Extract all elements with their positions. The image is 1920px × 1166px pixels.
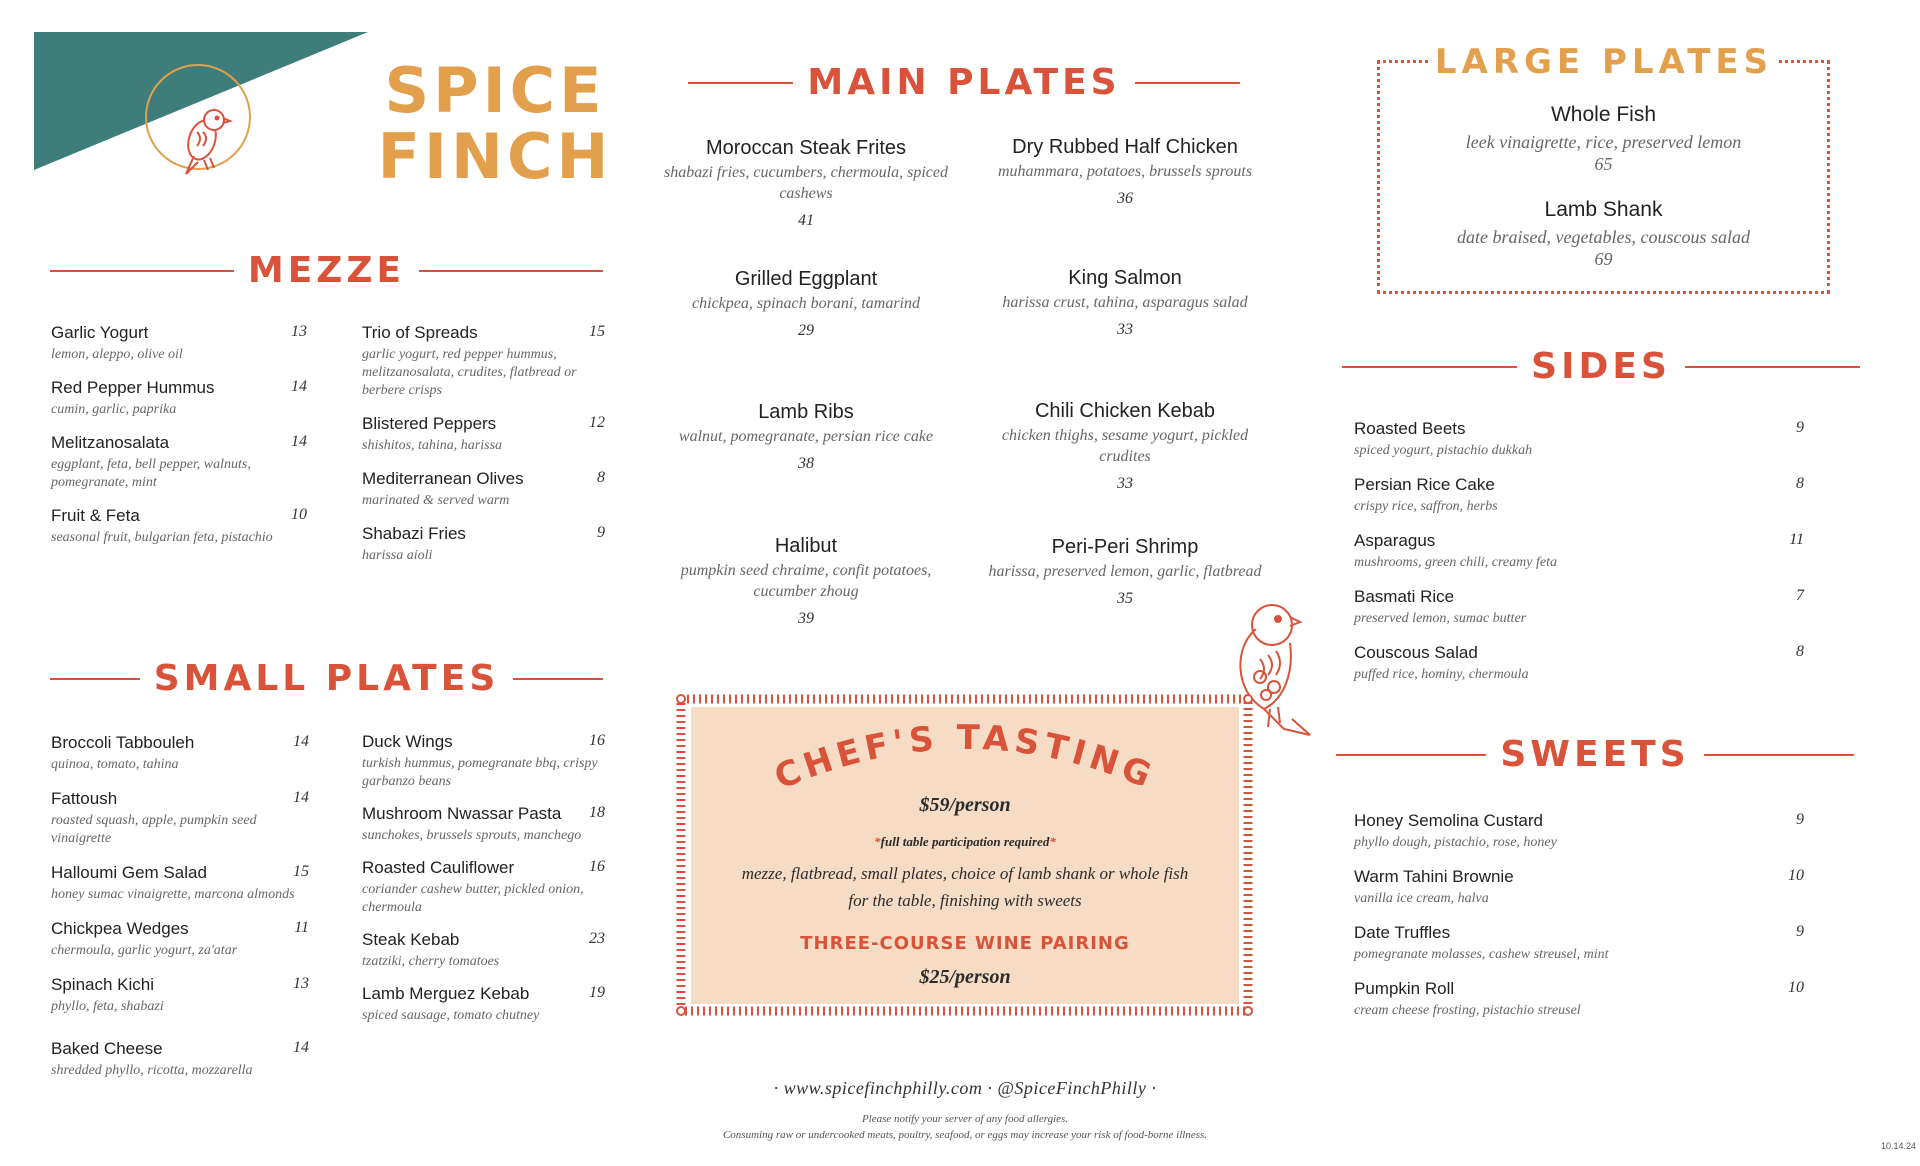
item-name: Broccoli Tabbouleh <box>51 733 195 752</box>
item-name: Halibut <box>774 535 838 557</box>
item-name: Roasted Beets <box>1354 419 1466 438</box>
menu-item <box>362 523 605 565</box>
menu-item <box>51 918 309 960</box>
item-name: Red Pepper Hummus <box>51 378 215 397</box>
tasting-description <box>691 860 1239 914</box>
food-safety-warning: Consuming raw or undercooked meats, poultry, seafood, or eggs may increase your risk of food-borne illness. <box>722 1129 1208 1141</box>
item-price: 33 <box>1117 321 1133 338</box>
item-name: Fruit & Feta <box>51 506 140 525</box>
item-description: marinated & served warm <box>362 493 510 508</box>
large-plate-item <box>1377 197 1830 270</box>
menu-item <box>1354 586 1804 628</box>
main-plate-item <box>975 399 1275 493</box>
menu-item <box>362 929 605 971</box>
item-description: phyllo dough, pistachio, rose, honey <box>1354 835 1557 850</box>
item-description: pomegranate molasses, cashew streusel, mint <box>1354 947 1609 962</box>
menu-item <box>51 505 307 547</box>
item-description: chickpea, spinach borani, tamarind <box>692 295 920 312</box>
item-price: 15 <box>589 323 605 340</box>
sides-title: SIDES <box>1531 346 1671 387</box>
heading-rule <box>1342 366 1517 368</box>
menu-item <box>362 857 605 917</box>
item-name: Chickpea Wedges <box>51 919 189 938</box>
item-price: 39 <box>798 610 814 627</box>
item-name: Fattoush <box>51 789 118 808</box>
main-plates-left-list <box>656 136 956 636</box>
menu-item <box>362 983 605 1025</box>
heading-rule <box>419 270 603 272</box>
item-price: 11 <box>1789 531 1804 548</box>
menu-item <box>1354 418 1804 460</box>
item-description: chermoula, garlic yogurt, za'atar <box>51 943 238 958</box>
item-description: turkish hummus, pomegranate bbq, crispy garbanzo beans <box>362 756 598 789</box>
item-name: Steak Kebab <box>362 930 460 949</box>
brand-line-2: FINCH <box>377 120 613 193</box>
item-price: 16 <box>589 858 605 875</box>
allergy-notice: Please notify your server of any food allergies. <box>861 1113 1069 1125</box>
item-price: 13 <box>291 323 307 340</box>
menu-item <box>1354 866 1804 908</box>
item-description: honey sumac vinaigrette, marcona almonds <box>51 887 295 902</box>
item-name: Halloumi Gem Salad <box>51 863 207 882</box>
main-plate-item <box>975 135 1275 208</box>
main-plates-title: MAIN PLATES <box>807 62 1121 103</box>
item-name: Warm Tahini Brownie <box>1354 867 1514 886</box>
menu-item <box>1354 530 1804 572</box>
item-price: 10 <box>1788 979 1804 996</box>
small-plates-left-list <box>51 732 309 1080</box>
item-description: date braised, vegetables, couscous salad <box>1457 227 1750 247</box>
item-price: 10 <box>1788 867 1804 884</box>
item-description: eggplant, feta, bell pepper, walnuts, pomegranate, mint <box>51 457 251 490</box>
menu-item <box>1354 642 1804 684</box>
item-price: 18 <box>589 804 605 821</box>
menu-item <box>51 862 309 904</box>
item-description: garlic yogurt, red pepper hummus, melitzanosalata, crudites, flatbread or berbere crisps <box>362 347 577 398</box>
item-price: 10 <box>291 506 307 523</box>
item-name: Duck Wings <box>362 732 453 751</box>
item-price: 29 <box>798 322 814 339</box>
item-name: Couscous Salad <box>1354 643 1478 662</box>
item-description: shabazi fries, cucumbers, chermoula, spiced cashews <box>664 164 948 202</box>
heading-rule <box>50 270 234 272</box>
item-description: coriander cashew butter, pickled onion, chermoula <box>362 882 584 915</box>
item-name: Whole Fish <box>1550 103 1657 126</box>
sweets-heading <box>1336 734 1854 775</box>
menu-item <box>1354 922 1804 964</box>
tasting-note-text: full table participation required <box>880 834 1050 849</box>
menu-item <box>362 803 605 845</box>
item-description: chicken thighs, sesame yogurt, pickled crudites <box>1001 427 1249 465</box>
tasting-title-arc <box>760 718 1170 798</box>
item-description: harissa crust, tahina, asparagus salad <box>1002 294 1248 311</box>
item-name: Baked Cheese <box>51 1039 163 1058</box>
item-description: quinoa, tomato, tahina <box>51 757 179 772</box>
main-plate-item <box>656 267 956 340</box>
item-name: Basmati Rice <box>1354 587 1455 606</box>
small-plates-title: SMALL PLATES <box>153 658 500 699</box>
heading-rule <box>513 678 603 680</box>
item-price: 7 <box>1796 587 1804 604</box>
sides-list <box>1354 418 1804 684</box>
main-plates-heading <box>688 62 1240 103</box>
item-price: 19 <box>589 984 605 1001</box>
item-price: 9 <box>1796 923 1804 940</box>
item-description: harissa aioli <box>362 548 433 563</box>
item-price: 11 <box>294 919 309 936</box>
item-name: Mushroom Nwassar Pasta <box>362 804 562 823</box>
main-plate-item <box>975 266 1275 339</box>
item-description: cumin, garlic, paprika <box>51 402 177 417</box>
menu-item <box>51 974 309 1016</box>
menu-item <box>51 732 309 774</box>
item-price: 13 <box>293 975 309 992</box>
item-price: 8 <box>1796 643 1804 660</box>
item-description: pumpkin seed chraime, confit potatoes, cucumber zhoug <box>680 562 932 600</box>
item-price: 33 <box>1117 475 1133 492</box>
sweets-list <box>1354 810 1804 1020</box>
item-price: 8 <box>597 469 605 486</box>
heading-rule <box>50 678 140 680</box>
item-price: 14 <box>291 378 307 395</box>
item-price: 35 <box>1117 590 1133 607</box>
main-plates-right-list <box>975 135 1275 635</box>
item-name: Grilled Eggplant <box>734 268 878 290</box>
item-price: 36 <box>1117 190 1133 207</box>
item-description: seasonal fruit, bulgarian feta, pistachio <box>51 530 273 545</box>
menu-item <box>362 468 605 510</box>
item-price: 38 <box>798 455 814 472</box>
item-description: tzatziki, cherry tomatoes <box>362 954 500 969</box>
item-description: phyllo, feta, shabazi <box>51 999 164 1014</box>
menu-item <box>362 731 605 791</box>
item-description: mushrooms, green chili, creamy feta <box>1354 555 1557 570</box>
item-description: cream cheese frosting, pistachio streusel <box>1354 1003 1581 1018</box>
tasting-desc-line-1: mezze, flatbread, small plates, choice of lamb shank or whole fish <box>741 864 1189 883</box>
item-price: 69 <box>1594 249 1613 269</box>
item-price: 9 <box>1796 811 1804 828</box>
small-plates-heading <box>50 658 603 699</box>
item-description: muhammara, potatoes, brussels sprouts <box>997 163 1253 180</box>
item-description: sunchokes, brussels sprouts, manchego <box>362 828 582 843</box>
menu-item <box>1354 474 1804 516</box>
large-plates-title: LARGE PLATES <box>1430 42 1778 82</box>
item-description: roasted squash, apple, pumpkin seed vinaigrette <box>51 813 257 846</box>
item-name: Asparagus <box>1354 531 1436 550</box>
item-price: 8 <box>1796 475 1804 492</box>
item-price: 41 <box>798 212 814 229</box>
menu-item <box>51 322 307 364</box>
item-description: vanilla ice cream, halva <box>1354 891 1489 906</box>
menu-item <box>51 788 309 848</box>
menu-item <box>51 1038 309 1080</box>
mezze-heading <box>50 250 603 291</box>
wine-pairing-price <box>691 966 1239 989</box>
mezze-right-list <box>362 322 605 565</box>
item-description: leek vinaigrette, rice, preserved lemon <box>1465 132 1742 152</box>
item-description: spiced sausage, tomato chutney <box>362 1008 540 1023</box>
svg-text:CHEF'S TASTING <box>769 718 1161 798</box>
main-plate-item <box>656 136 956 230</box>
item-name: King Salmon <box>1068 267 1182 289</box>
item-description: crispy rice, saffron, herbs <box>1354 499 1498 514</box>
item-description: preserved lemon, sumac butter <box>1354 611 1527 626</box>
date-code: 10.14.24 <box>1880 1141 1916 1151</box>
item-name: Date Truffles <box>1354 923 1451 942</box>
menu-item <box>1354 810 1804 852</box>
tasting-note: *full table participation required* <box>874 834 1056 849</box>
heading-rule <box>688 82 793 84</box>
tasting-price-text: $59/person <box>919 794 1011 816</box>
item-description: lemon, aleppo, olive oil <box>51 347 183 362</box>
item-name: Persian Rice Cake <box>1354 475 1495 494</box>
item-name: Lamb Merguez Kebab <box>362 984 530 1003</box>
brand-name <box>370 54 620 193</box>
item-description: shishitos, tahina, harissa <box>362 438 503 453</box>
item-price: 15 <box>293 863 309 880</box>
item-price: 14 <box>291 433 307 450</box>
wine-pairing-title-text: THREE-COURSE WINE PAIRING <box>800 933 1130 954</box>
item-name: Mediterranean Olives <box>362 469 524 488</box>
item-price: 14 <box>293 1039 309 1056</box>
item-name: Garlic Yogurt <box>51 323 149 342</box>
menu-item <box>362 413 605 455</box>
tasting-desc-line-2: for the table, finishing with sweets <box>848 891 1082 910</box>
heading-rule <box>1704 754 1854 756</box>
item-name: Roasted Cauliflower <box>362 858 515 877</box>
item-price: 12 <box>589 414 605 431</box>
small-plates-right-list <box>362 731 605 1025</box>
logo <box>34 32 374 192</box>
website-and-social: · www.spicefinchphilly.com · @SpiceFinchPhilly · <box>773 1078 1157 1098</box>
menu-item <box>1354 978 1804 1020</box>
item-name: Melitzanosalata <box>51 433 170 452</box>
item-price: 16 <box>589 732 605 749</box>
main-plate-item <box>656 534 956 628</box>
item-name: Chili Chicken Kebab <box>1034 400 1216 422</box>
mezze-title: MEZZE <box>247 250 406 291</box>
item-description: spiced yogurt, pistachio dukkah <box>1354 443 1533 458</box>
sides-heading <box>1342 346 1860 387</box>
heading-rule <box>1685 366 1860 368</box>
item-name: Peri-Peri Shrimp <box>1051 536 1199 558</box>
mezze-left-list <box>51 322 307 547</box>
item-name: Moroccan Steak Frites <box>705 137 907 159</box>
wine-pairing-title <box>691 933 1239 954</box>
item-name: Spinach Kichi <box>51 975 155 994</box>
tasting-price <box>691 794 1239 817</box>
item-name: Pumpkin Roll <box>1354 979 1455 998</box>
main-plate-item <box>656 400 956 473</box>
menu-item <box>51 377 307 419</box>
item-name: Trio of Spreads <box>362 323 478 342</box>
brand-line-1: SPICE <box>384 54 606 127</box>
item-description: walnut, pomegranate, persian rice cake <box>678 428 934 445</box>
item-description: shredded phyllo, ricotta, mozzarella <box>51 1063 253 1078</box>
finch-logo-icon <box>183 110 230 174</box>
item-price: 14 <box>293 733 309 750</box>
sweets-title: SWEETS <box>1500 734 1690 775</box>
item-description: harissa, preserved lemon, garlic, flatbread <box>988 563 1262 580</box>
heading-rule <box>1135 82 1240 84</box>
item-price: 23 <box>589 930 605 947</box>
item-name: Blistered Peppers <box>362 414 497 433</box>
item-name: Shabazi Fries <box>362 524 466 543</box>
item-price: 14 <box>293 789 309 806</box>
item-name: Lamb Ribs <box>758 401 854 423</box>
item-price: 9 <box>597 524 605 541</box>
item-name: Dry Rubbed Half Chicken <box>1012 136 1238 158</box>
large-plate-item <box>1377 102 1830 175</box>
heading-rule <box>1336 754 1486 756</box>
item-description: puffed rice, hominy, chermoula <box>1354 667 1529 682</box>
tasting-title: CHEF'S TASTING <box>768 718 1162 798</box>
wine-pairing-price-text: $25/person <box>919 966 1011 988</box>
menu-item <box>362 322 605 400</box>
menu-item <box>51 432 307 492</box>
item-price: 9 <box>1796 419 1804 436</box>
item-name: Lamb Shank <box>1544 198 1663 221</box>
item-name: Honey Semolina Custard <box>1354 811 1543 830</box>
item-price: 65 <box>1594 154 1613 174</box>
